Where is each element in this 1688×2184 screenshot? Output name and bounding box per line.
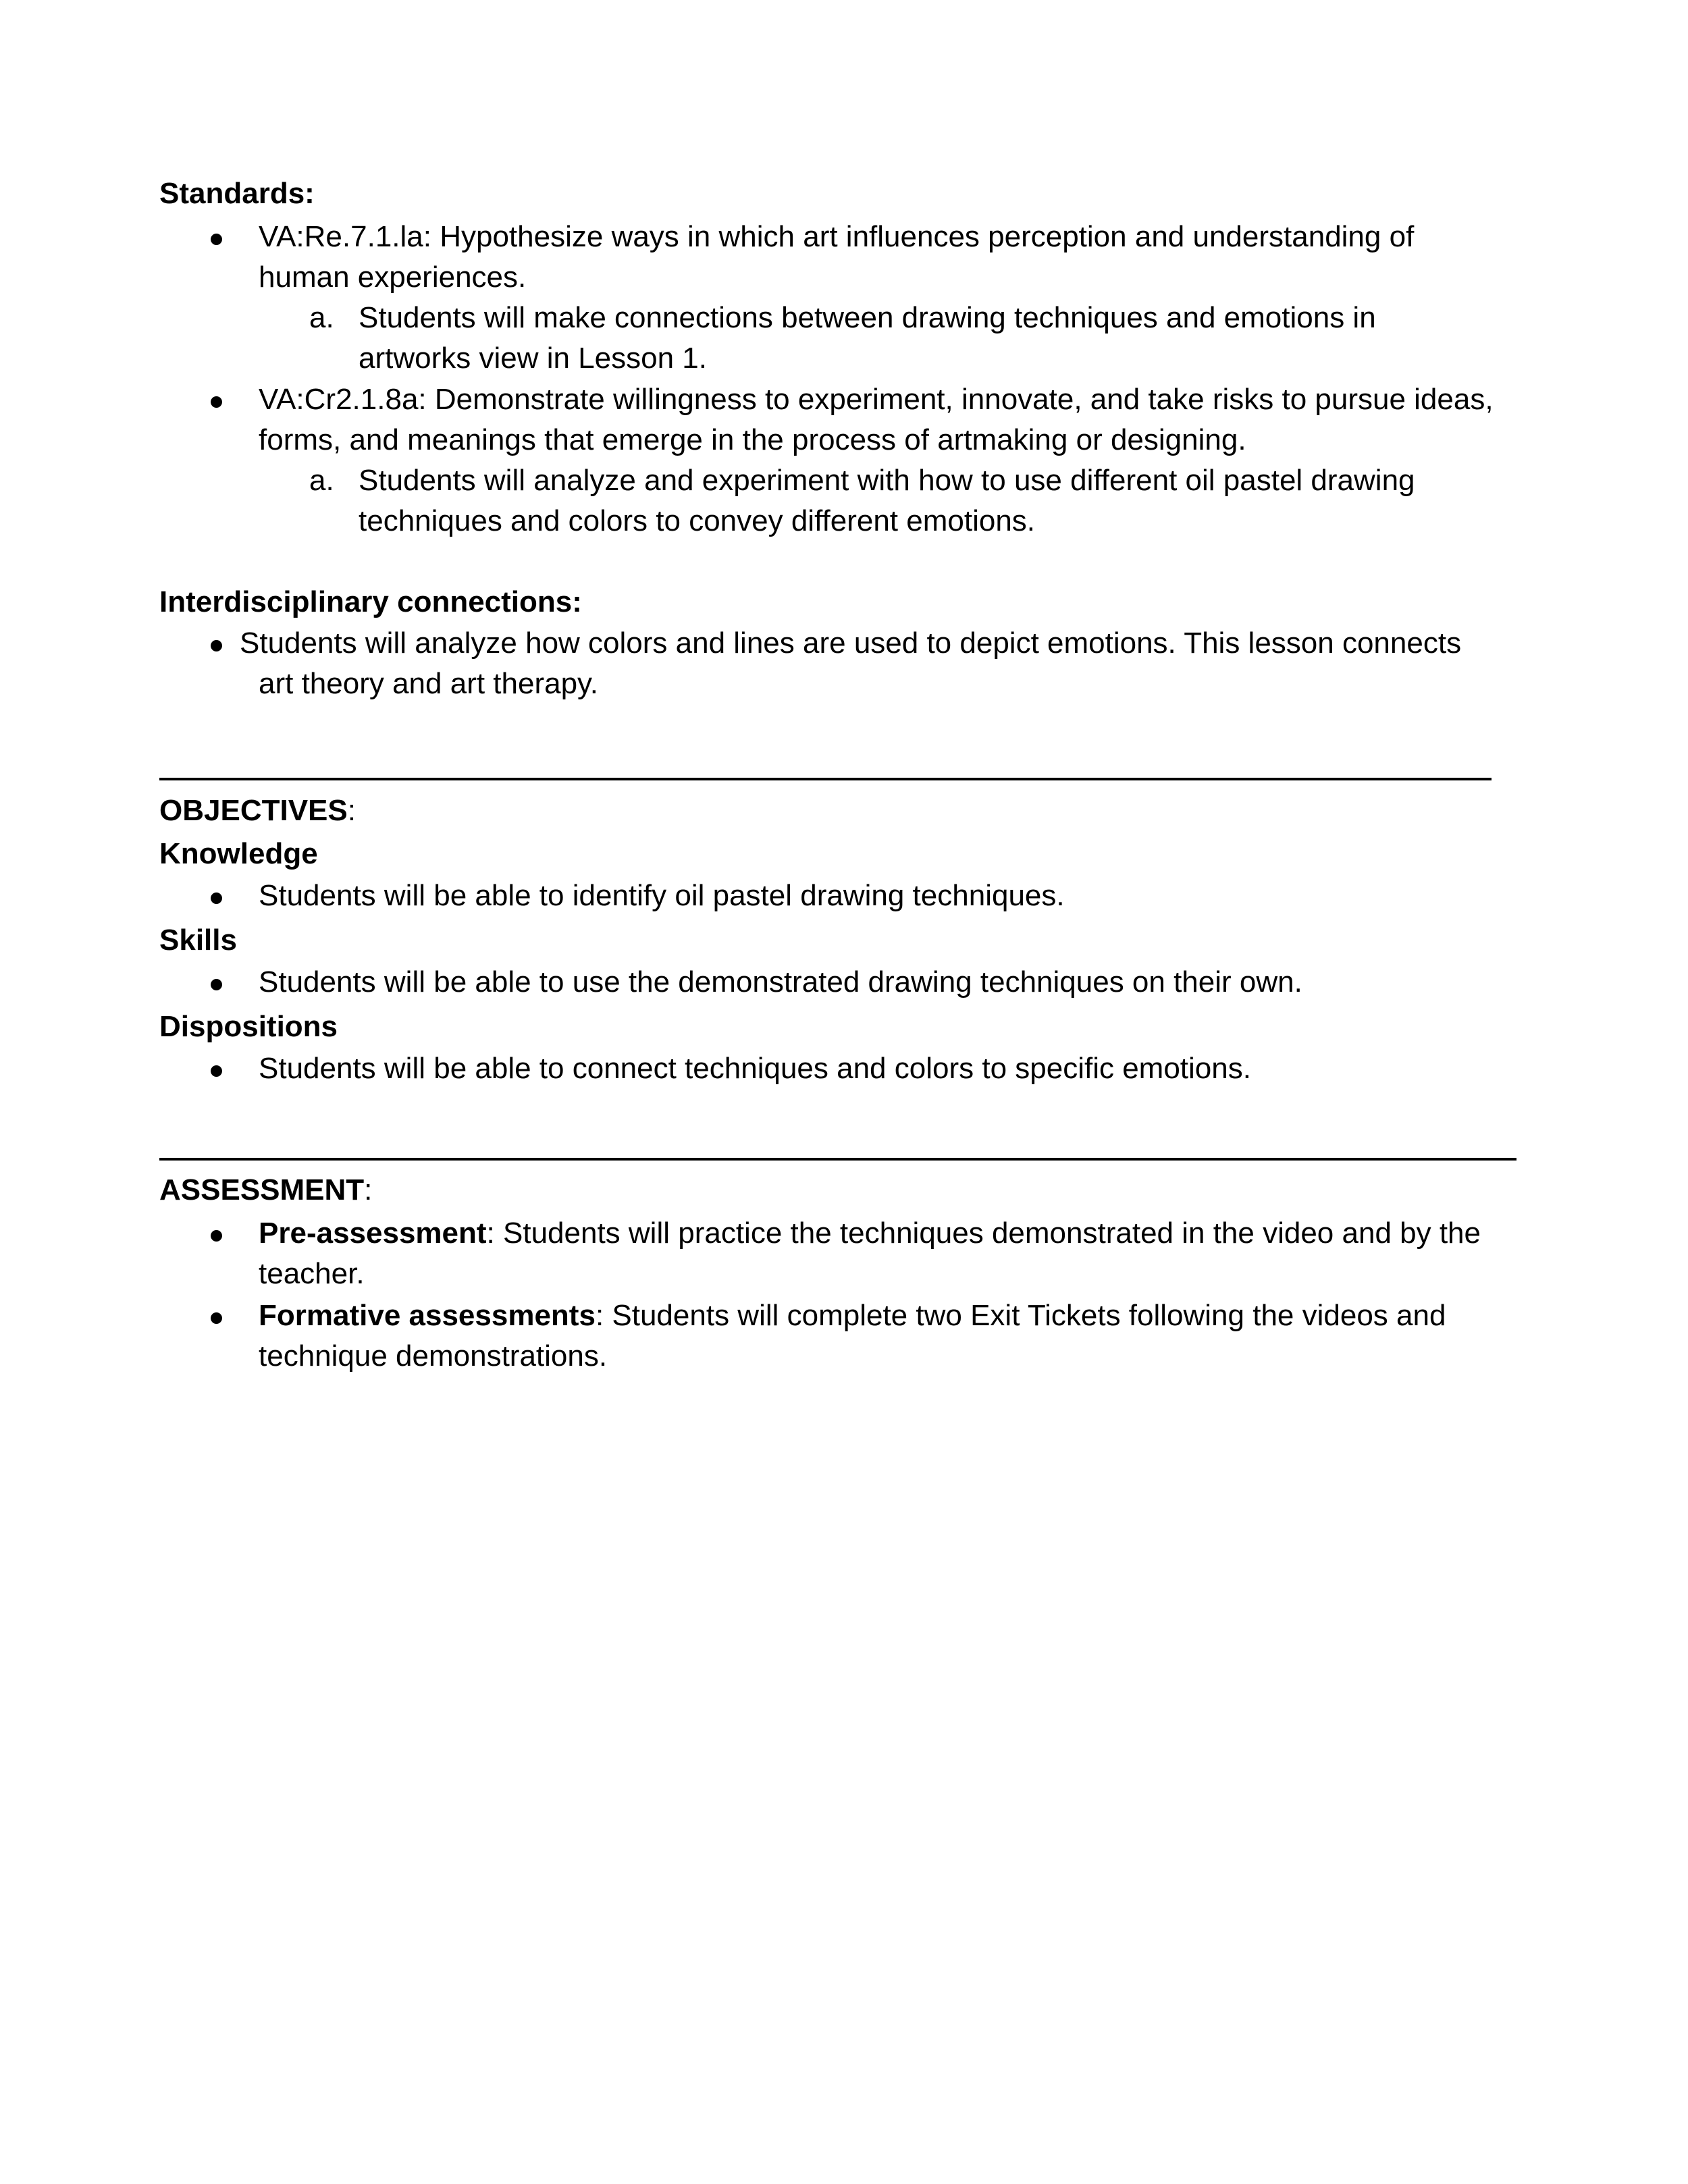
interdisciplinary-heading: Interdisciplinary connections: — [159, 585, 582, 618]
standard-2-sub-line-1: Students will analyze and experiment with how to use different oil pastel drawing — [359, 464, 1415, 497]
standard-1-sub-marker: a. — [309, 301, 334, 334]
standard-1-line-1: VA:Re.7.1.la: Hypothesize ways in which art influences perception and understanding of — [259, 220, 1415, 253]
bullet-icon — [211, 1312, 222, 1324]
assessment-heading: ASSESSMENT — [159, 1173, 365, 1206]
standard-2-line-1: VA:Cr2.1.8a: Demonstrate willingness to experiment, innovate, and take risks to pursue ideas, — [259, 383, 1494, 416]
formative-assessment-line-2: technique demonstrations. — [259, 1339, 608, 1373]
knowledge-item: Students will be able to identify oil pastel drawing techniques. — [259, 879, 1065, 912]
standard-2-sub-line-2: techniques and colors to convey different emotions. — [359, 504, 1036, 537]
standard-2-sub-marker: a. — [309, 464, 334, 497]
interdisciplinary-line-2: art theory and art therapy. — [259, 667, 599, 700]
standard-1-sub-line-1: Students will make connections between drawing techniques and emotions in — [359, 301, 1376, 334]
formative-assessment-line-1 — [259, 1296, 1446, 1336]
knowledge-label: Knowledge — [159, 837, 318, 870]
section-divider — [159, 778, 1492, 780]
objectives-heading: OBJECTIVES — [159, 794, 348, 827]
bullet-icon — [211, 640, 222, 651]
bullet-icon — [211, 979, 222, 990]
objectives-colon: : — [347, 794, 356, 827]
interdisciplinary-line-1: Students will analyze how colors and lines are used to depict emotions. This lesson connects — [240, 627, 1462, 660]
standards-heading: Standards: — [159, 177, 315, 210]
dispositions-item: Students will be able to connect techniques and colors to specific emotions. — [259, 1052, 1251, 1085]
bullet-icon — [211, 234, 222, 245]
assessment-colon: : — [364, 1173, 373, 1206]
bullet-icon — [211, 1230, 222, 1242]
pre-assessment-label: Pre-assessment — [259, 1217, 487, 1250]
assessment-heading-row — [159, 1170, 372, 1210]
pre-assessment-line-1 — [259, 1213, 1481, 1254]
skills-item: Students will be able to use the demonstrated drawing techniques on their own. — [259, 965, 1302, 998]
bullet-icon — [211, 1065, 222, 1077]
dispositions-label: Dispositions — [159, 1010, 338, 1043]
formative-assessment-text: : Students will complete two Exit Tickets following the videos and — [595, 1299, 1446, 1332]
bullet-icon — [211, 893, 222, 904]
pre-assessment-line-2: teacher. — [259, 1257, 365, 1290]
section-divider — [159, 1158, 1516, 1161]
standard-1-sub-line-2: artworks view in Lesson 1. — [359, 342, 707, 375]
standard-2-line-2: forms, and meanings that emerge in the process of artmaking or designing. — [259, 423, 1246, 456]
formative-assessment-label: Formative assessments — [259, 1299, 596, 1332]
bullet-icon — [211, 396, 222, 408]
skills-label: Skills — [159, 924, 237, 957]
objectives-heading-row — [159, 791, 356, 831]
pre-assessment-text: : Students will practice the techniques demonstrated in the video and by the — [486, 1217, 1481, 1250]
standard-1-line-2: human experiences. — [259, 261, 527, 294]
